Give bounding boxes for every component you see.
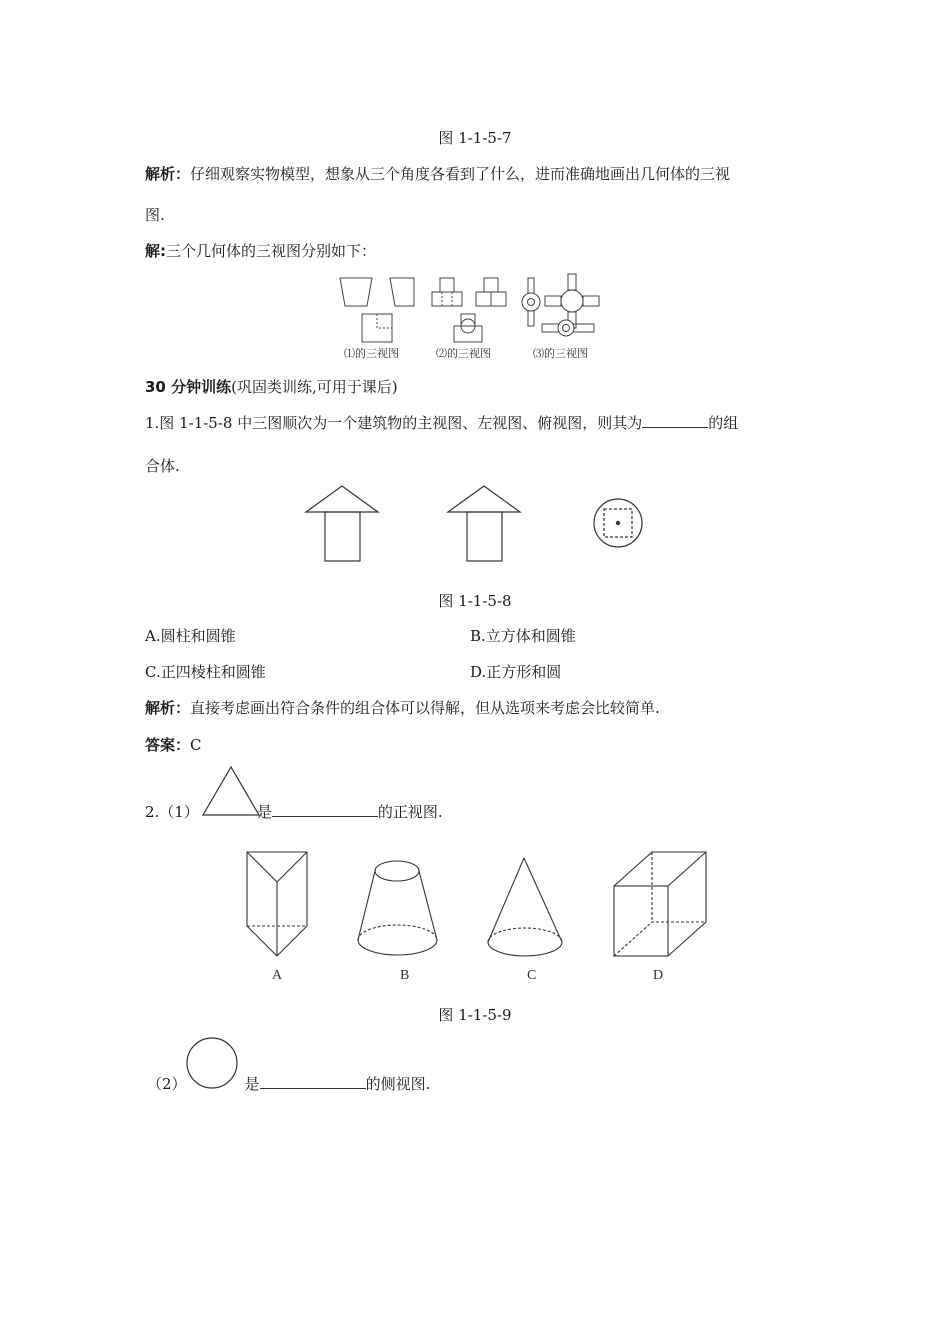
question-1-after: 的组 <box>708 414 739 432</box>
solid-label-c: C <box>527 968 537 983</box>
analysis-label: 解析： <box>145 165 191 183</box>
question-2-1 <box>145 801 443 822</box>
solution-label: 解: <box>145 242 166 260</box>
answer-value: C <box>190 736 202 754</box>
option-c: C.正四棱柱和圆锥 <box>145 663 266 681</box>
solid-label-b: B <box>400 968 410 983</box>
view-3-front <box>522 278 540 326</box>
view-2-front <box>432 278 462 306</box>
option-d: D.正方形和圆 <box>470 663 562 681</box>
front-view <box>306 486 378 561</box>
triangle-front-view <box>202 765 262 817</box>
question-2-2 <box>147 1073 430 1094</box>
question-1-cont: 合体. <box>145 457 180 475</box>
view-1-front <box>340 278 372 306</box>
view-2-side <box>476 278 506 306</box>
side-view <box>448 486 520 561</box>
answer <box>145 734 202 755</box>
question-2-2-prefix: （2） <box>147 1075 187 1093</box>
question-1-text: 1.图 1-1-5-8 中三图顺次为一个建筑物的主视图、左视图、俯视图，则其为 <box>145 414 643 432</box>
question-1-blank <box>642 413 708 428</box>
figure-caption-1-1-5-9: 图 1-1-5-9 <box>438 1006 512 1024</box>
view-3-caption: ⑶的三视图 <box>533 347 588 360</box>
view-2-caption: ⑵的三视图 <box>436 347 491 360</box>
option-a: A.圆柱和圆锥 <box>145 627 236 645</box>
answer-label: 答案： <box>145 736 191 754</box>
solution-text: 三个几何体的三视图分别如下： <box>166 242 377 260</box>
solid-d-cube <box>614 852 706 956</box>
question-2-1-suffix: 的正视图. <box>377 803 443 821</box>
top-view <box>594 499 642 547</box>
analysis-paragraph-2 <box>145 697 660 718</box>
question-2-2-suffix: 的侧视图. <box>365 1075 431 1093</box>
figure-caption-1-1-5-8: 图 1-1-5-8 <box>438 592 512 610</box>
figure-1-1-5-9 <box>240 848 720 986</box>
solid-a-prism <box>247 852 307 956</box>
section-heading <box>145 376 398 397</box>
view-2-top <box>454 314 482 342</box>
solid-label-a: A <box>272 968 283 983</box>
view-1-side <box>390 278 414 306</box>
analysis-paragraph-1 <box>145 163 730 184</box>
analysis-paragraph-1-cont: 图. <box>145 206 165 224</box>
analysis-2-label: 解析： <box>145 699 191 717</box>
view-1-caption: ⑴的三视图 <box>344 347 399 360</box>
question-2-2-blank <box>260 1074 366 1089</box>
question-1 <box>145 412 738 433</box>
three-views-figure <box>330 268 620 368</box>
analysis-text: 仔细观察实物模型，想象从三个角度各看到了什么，进而准确地画出几何体的三视 <box>190 165 731 183</box>
view-3-side <box>545 274 599 328</box>
solution-paragraph <box>145 240 376 261</box>
analysis-2-text: 直接考虑画出符合条件的组合体可以得解，但从选项来考虑会比较简单. <box>190 699 660 717</box>
solid-label-d: D <box>653 968 664 983</box>
question-2-1-prefix: 2.（1） <box>145 803 199 821</box>
solid-c-cone <box>488 858 562 956</box>
figure-caption-1-1-5-7: 图 1-1-5-7 <box>438 129 512 147</box>
section-subtitle: (巩固类训练,可用于课后) <box>231 378 398 396</box>
solid-b-frustum <box>358 861 437 955</box>
question-2-1-blank <box>272 802 378 817</box>
option-b: B.立方体和圆锥 <box>470 627 576 645</box>
question-2-1-mid: 是 <box>256 803 272 821</box>
view-3-top <box>542 320 594 336</box>
question-2-2-mid: 是 <box>244 1075 260 1093</box>
section-title: 30 分钟训练 <box>145 378 232 396</box>
figure-1-1-5-8 <box>300 484 650 564</box>
